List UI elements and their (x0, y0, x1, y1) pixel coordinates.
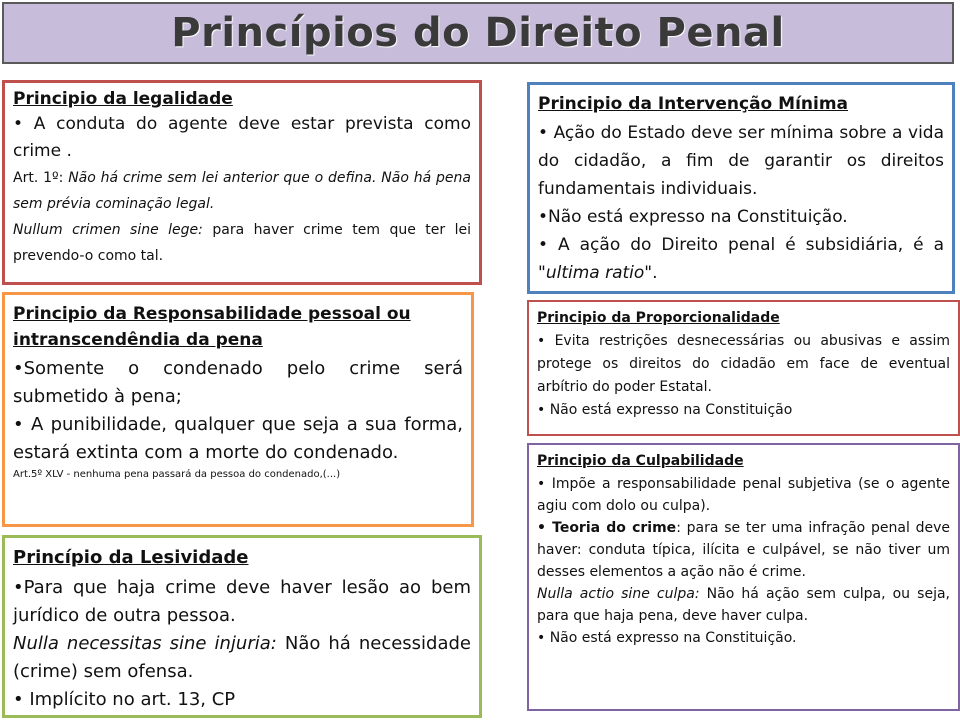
culpabilidade-line2-label: • Teoria do crime (537, 520, 677, 536)
legalidade-nullum-label: Nullum crimen sine lege: (13, 222, 203, 238)
intervencao-heading: Principio da Intervenção Mínima (538, 94, 849, 114)
intervencao-line3-pre: • A ação do Direito penal é subsidiária, é a " (538, 235, 944, 283)
intervencao-line1: • Ação do Estado deve ser mínima sobre a vida do cidadão, a fim de garantir os direitos fundamentais individuais. (538, 123, 944, 199)
responsabilidade-line1: •Somente o condenado pelo crime será submetido à pena; (13, 358, 463, 407)
page-title: Princípios do Direito Penal (171, 10, 785, 56)
intervencao-line3 (538, 231, 944, 287)
culpabilidade-line2-text: : para se ter uma infração penal deve haver: conduta típica, ilícita e culpável, se não tiver um desses elementos a ação não é crime. (537, 520, 950, 580)
legalidade-heading: Principio da legalidade (13, 89, 233, 109)
responsabilidade-note: Art.5º XLV - nenhuma pena passará da pessoa do condenado,(...) (13, 469, 341, 480)
proporcionalidade-heading: Principio da Proporcionalidade (537, 310, 780, 326)
legalidade-nullum-text: para haver crime tem que ter lei prevendo-o como tal. (13, 222, 471, 264)
box-legalidade (2, 80, 482, 285)
lesividade-line2 (13, 630, 471, 686)
box-proporcionalidade (527, 300, 960, 436)
culpabilidade-line3-text: Não há ação sem culpa, ou seja, para que haja pena, deve haver culpa. (537, 586, 950, 624)
responsabilidade-line2: • A punibilidade, qualquer que seja a sua forma, estará extinta com a morte do condenado. (13, 414, 463, 463)
title-bar (2, 2, 954, 64)
legalidade-line1: • A conduta do agente deve estar prevista como crime . (13, 114, 471, 161)
proporcionalidade-line2: • Não está expresso na Constituição (537, 402, 793, 418)
box-intervencao (527, 82, 955, 294)
legalidade-nullum (13, 217, 471, 269)
box-culpabilidade (527, 443, 960, 711)
intervencao-line3-post: ". (644, 263, 658, 283)
culpabilidade-line3-label: Nulla actio sine culpa: (537, 586, 700, 602)
box-lesividade (2, 535, 482, 718)
legalidade-art-label: Art. 1º: (13, 170, 69, 186)
box-responsabilidade (2, 292, 474, 527)
culpabilidade-line2 (537, 517, 950, 583)
culpabilidade-heading: Principio da Culpabilidade (537, 453, 744, 469)
responsabilidade-heading: Principio da Responsabilidade pessoal ou intranscendêndia da pena (13, 304, 411, 350)
legalidade-article (13, 165, 471, 217)
culpabilidade-line4: • Não está expresso na Constituição. (537, 630, 797, 646)
culpabilidade-line1: • Impõe a responsabilidade penal subjetiva (se o agente agiu com dolo ou culpa). (537, 476, 950, 514)
proporcionalidade-line1: • Evita restrições desnecessárias ou abusivas e assim protege os direitos do cidadão em face de eventual arbítrio do poder Estatal. (537, 333, 950, 395)
intervencao-line2: •Não está expresso na Constituição. (538, 207, 848, 227)
lesividade-line1: •Para que haja crime deve haver lesão ao bem jurídico de outra pessoa. (13, 577, 471, 626)
culpabilidade-line3 (537, 583, 950, 627)
lesividade-line2-label: Nulla necessitas sine injuria: (13, 633, 277, 654)
lesividade-heading: Princípio da Lesividade (13, 547, 249, 568)
intervencao-line3-em: ultima ratio (545, 263, 645, 283)
lesividade-line2-text: Não há necessidade (crime) sem ofensa. (13, 633, 472, 682)
legalidade-art-text: Não há crime sem lei anterior que o defina. Não há pena sem prévia cominação legal. (13, 170, 471, 212)
lesividade-line3: • Implícito no art. 13, CP (13, 689, 236, 710)
